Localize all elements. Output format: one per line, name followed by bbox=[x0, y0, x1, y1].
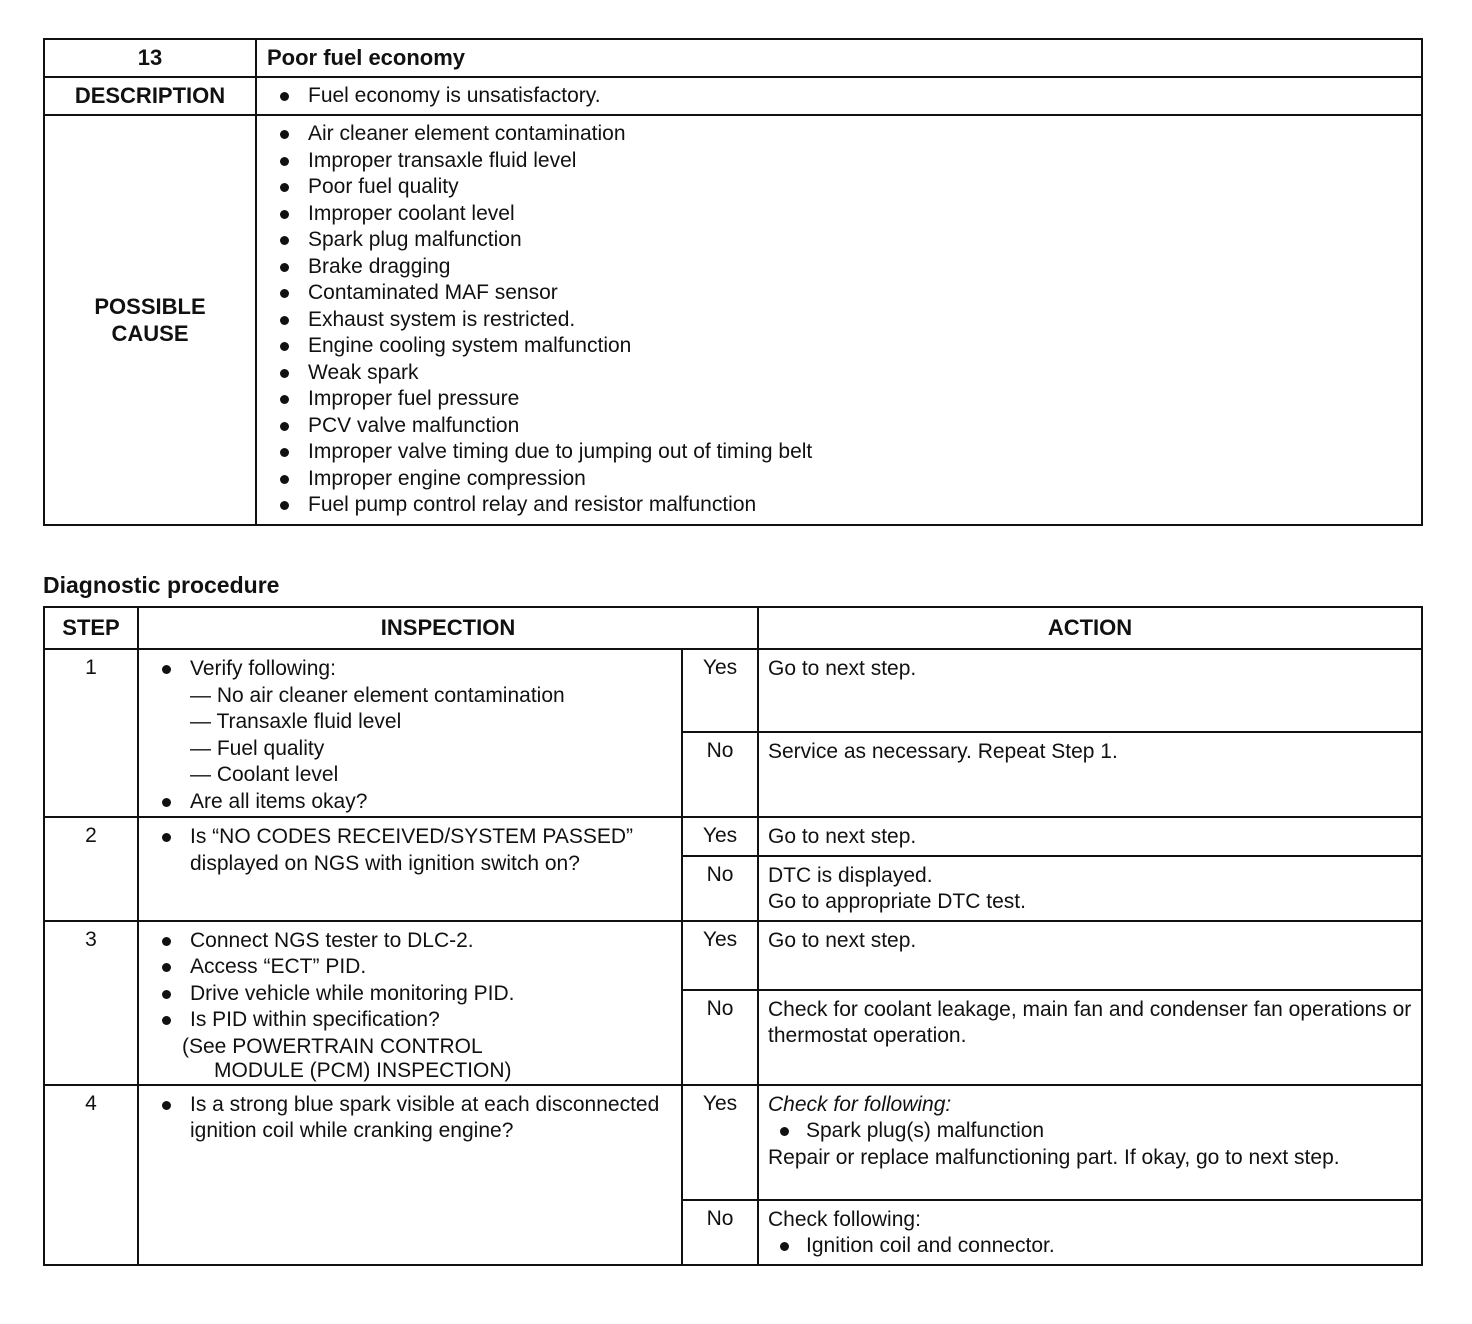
possible-cause-label-line2: CAUSE bbox=[111, 320, 189, 346]
cause-item: Spark plug malfunction bbox=[278, 227, 1420, 254]
no-action-intro: Check following: bbox=[768, 1207, 921, 1231]
no-action-item: Ignition coil and connector. bbox=[768, 1233, 1413, 1260]
inspection-note: MODULE (PCM) INSPECTION) bbox=[214, 1059, 512, 1082]
yes-action: Go to next step. bbox=[758, 817, 1422, 856]
inspection-item: Is a strong blue spark visible at each disconnected ignition coil while cranking engine? bbox=[160, 1092, 680, 1145]
step-number: 4 bbox=[44, 1085, 138, 1265]
cause-item: Exhaust system is restricted. bbox=[278, 307, 1420, 334]
possible-cause-row bbox=[44, 115, 1422, 525]
diagnostic-procedure-heading: Diagnostic procedure bbox=[43, 572, 280, 598]
inspection-item: Drive vehicle while monitoring PID. bbox=[160, 981, 680, 1008]
cause-item: Weak spark bbox=[278, 360, 1420, 387]
inspection-item: Is PID within specification? bbox=[160, 1007, 680, 1034]
cause-item: Poor fuel quality bbox=[278, 174, 1420, 201]
step-number: 1 bbox=[44, 649, 138, 817]
step-inspection bbox=[138, 921, 682, 1085]
inspection-item: Access “ECT” PID. bbox=[160, 954, 680, 981]
possible-cause-label bbox=[44, 115, 256, 525]
inspection-subitem: — No air cleaner element contamination bbox=[190, 683, 565, 707]
cause-item: Improper fuel pressure bbox=[278, 386, 1420, 413]
yes-action bbox=[758, 1085, 1422, 1200]
step-inspection bbox=[138, 649, 682, 817]
yes-label: Yes bbox=[682, 1085, 758, 1200]
cause-item: Brake dragging bbox=[278, 254, 1420, 281]
inspection-column-header: INSPECTION bbox=[138, 607, 758, 649]
cause-item: Improper coolant level bbox=[278, 201, 1420, 228]
symptom-table bbox=[43, 38, 1423, 526]
no-action bbox=[758, 856, 1422, 921]
step-number: 2 bbox=[44, 817, 138, 921]
description-cell bbox=[256, 77, 1422, 115]
symptom-header-row bbox=[44, 39, 1422, 77]
step-row bbox=[44, 921, 1422, 990]
step-column-header: STEP bbox=[44, 607, 138, 649]
cause-item: Engine cooling system malfunction bbox=[278, 333, 1420, 360]
inspection-item: Are all items okay? bbox=[160, 789, 680, 816]
cause-item: Improper transaxle fluid level bbox=[278, 148, 1420, 175]
symptom-title: Poor fuel economy bbox=[256, 39, 1422, 77]
no-action-line: Go to appropriate DTC test. bbox=[768, 890, 1026, 913]
diagnostic-header-row bbox=[44, 607, 1422, 649]
cause-item: Improper valve timing due to jumping out of timing belt bbox=[278, 439, 1420, 466]
step-row bbox=[44, 817, 1422, 856]
no-label: No bbox=[682, 990, 758, 1085]
possible-cause-cell bbox=[256, 115, 1422, 525]
no-action bbox=[758, 1200, 1422, 1265]
inspection-subitem: — Coolant level bbox=[190, 763, 339, 786]
symptom-number: 13 bbox=[44, 39, 256, 77]
no-action: Service as necessary. Repeat Step 1. bbox=[758, 732, 1422, 817]
step-number: 3 bbox=[44, 921, 138, 1085]
cause-item: Fuel pump control relay and resistor malfunction bbox=[278, 492, 1420, 519]
no-label: No bbox=[682, 856, 758, 921]
yes-action: Go to next step. bbox=[758, 649, 1422, 732]
step-row bbox=[44, 1085, 1422, 1200]
cause-item: Contaminated MAF sensor bbox=[278, 280, 1420, 307]
inspection-item: Is “NO CODES RECEIVED/SYSTEM PASSED” displayed on NGS with ignition switch on? bbox=[160, 824, 680, 877]
yes-action-item: Spark plug(s) malfunction bbox=[768, 1118, 1413, 1145]
no-label: No bbox=[682, 732, 758, 817]
yes-label: Yes bbox=[682, 649, 758, 732]
description-label: DESCRIPTION bbox=[44, 77, 256, 115]
inspection-note: (See POWERTRAIN CONTROL bbox=[182, 1034, 483, 1058]
cause-item: Air cleaner element contamination bbox=[278, 121, 1420, 148]
inspection-item: Verify following: bbox=[160, 656, 680, 683]
cause-list bbox=[258, 117, 1420, 523]
yes-label: Yes bbox=[682, 817, 758, 856]
description-item: Fuel economy is unsatisfactory. bbox=[278, 81, 1420, 111]
step-row bbox=[44, 649, 1422, 732]
step-inspection bbox=[138, 817, 682, 921]
possible-cause-label-line1: POSSIBLE bbox=[94, 293, 206, 319]
cause-item: Improper engine compression bbox=[278, 466, 1420, 493]
inspection-subitem: — Transaxle fluid level bbox=[190, 710, 402, 733]
yes-action: Go to next step. bbox=[758, 921, 1422, 990]
yes-action-intro: Check for following: bbox=[768, 1092, 952, 1116]
step-inspection bbox=[138, 1085, 682, 1265]
diagnostic-table bbox=[43, 606, 1423, 1266]
no-label: No bbox=[682, 1200, 758, 1265]
inspection-subitem: — Fuel quality bbox=[190, 736, 325, 760]
description-row bbox=[44, 77, 1422, 115]
cause-item: PCV valve malfunction bbox=[278, 413, 1420, 440]
yes-action-outro: Repair or replace malfunctioning part. If okay, go to next step. bbox=[768, 1145, 1340, 1169]
action-column-header: ACTION bbox=[758, 607, 1422, 649]
no-action-line: DTC is displayed. bbox=[768, 863, 933, 887]
no-action: Check for coolant leakage, main fan and condenser fan operations or thermostat operation. bbox=[758, 990, 1422, 1085]
inspection-item: Connect NGS tester to DLC-2. bbox=[160, 928, 680, 955]
yes-label: Yes bbox=[682, 921, 758, 990]
